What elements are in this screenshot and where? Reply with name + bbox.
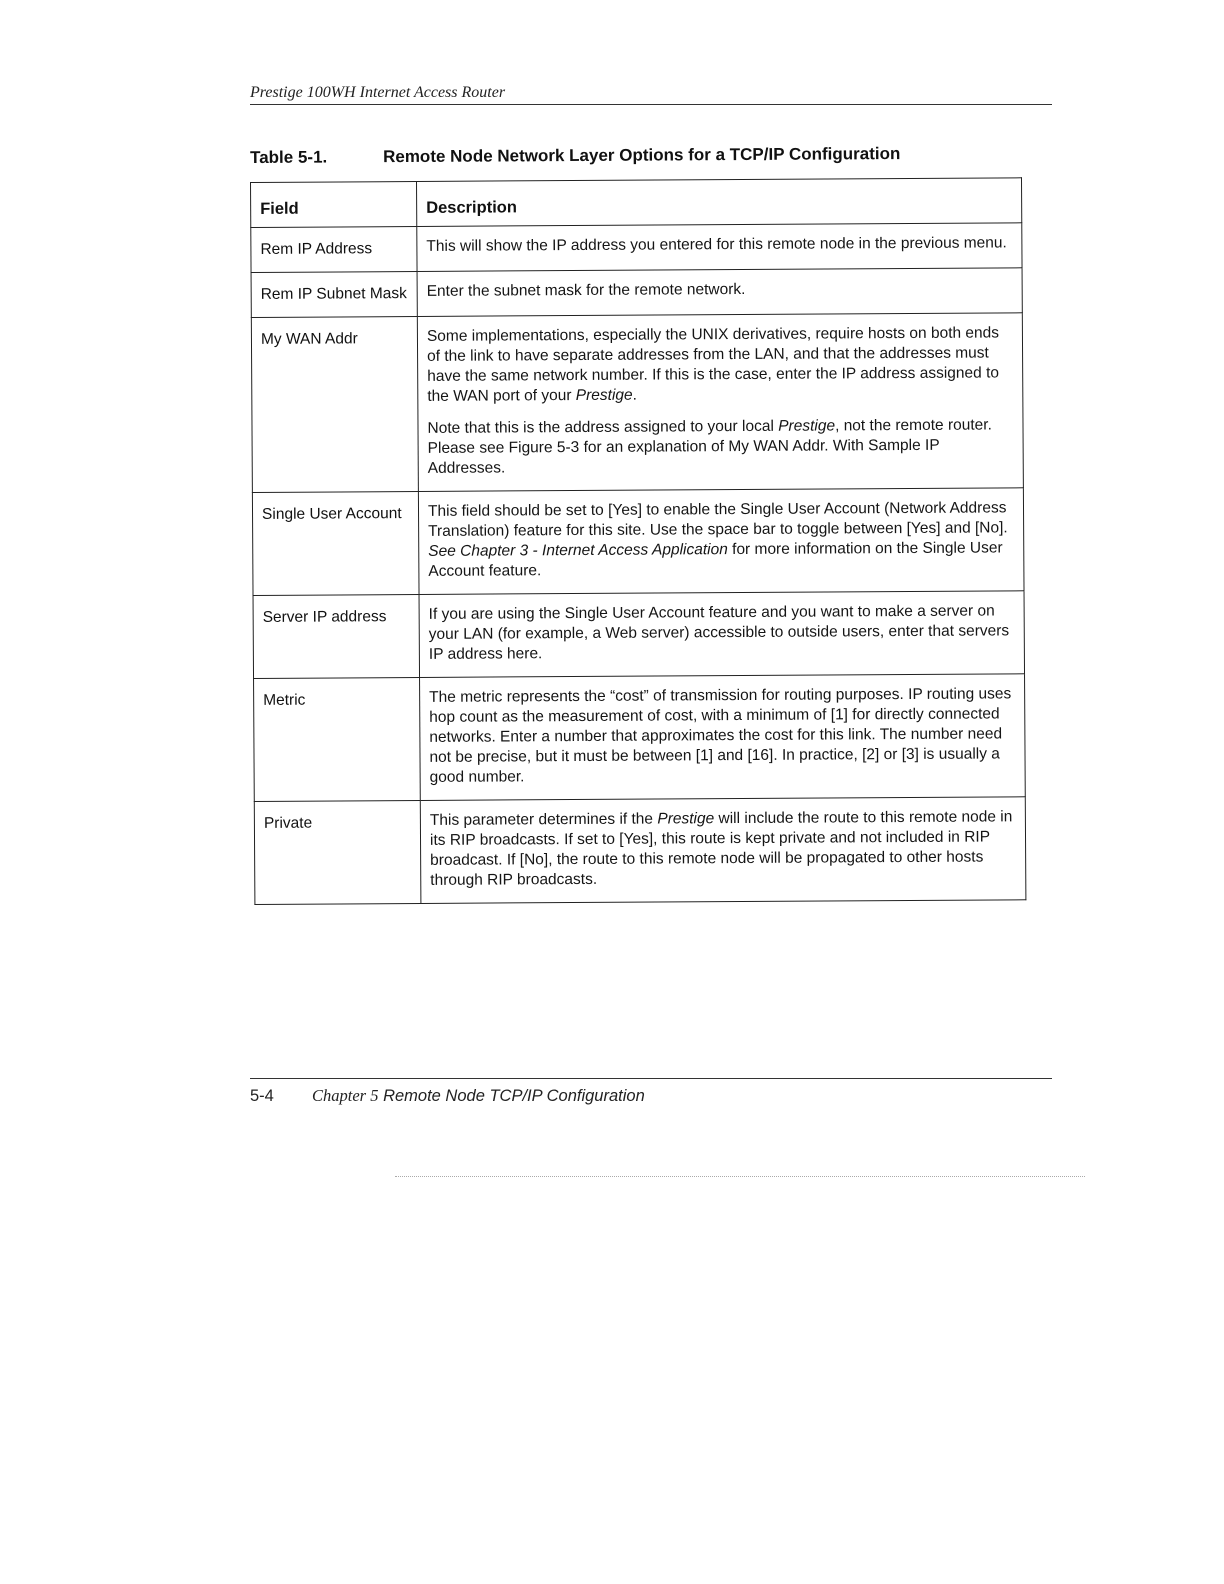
table-row (252, 488, 1024, 596)
description-cell (420, 674, 1026, 801)
description-paragraph (427, 278, 1013, 302)
description-paragraph (427, 323, 1013, 407)
table-row (251, 223, 1022, 273)
description-cell (420, 797, 1026, 904)
table-row (254, 674, 1026, 802)
description-paragraph (426, 233, 1012, 257)
column-header-field: Field (251, 181, 417, 227)
table-body (251, 223, 1026, 905)
table-caption-number: Table 5-1. (250, 147, 328, 167)
chapter-label: Chapter 5 (312, 1086, 379, 1105)
field-name-cell: Rem IP Subnet Mask (251, 271, 417, 317)
field-name-cell: Private (254, 800, 421, 904)
scan-artifact-line (395, 1176, 1085, 1177)
description-text: If you are using the Single User Account feature and you want to make a server on your LAN (for example, a Web server) accessible to outside users, enter that servers IP address here. (428, 602, 1010, 663)
page-footer (250, 1086, 645, 1106)
footer-rule (250, 1078, 1052, 1079)
description-text: . (632, 386, 638, 404)
field-name-cell: My WAN Addr (251, 316, 418, 492)
emphasized-text: Prestige (657, 810, 715, 828)
description-text: Note that this is the address assigned to your local (427, 417, 779, 437)
description-text: will include the route to this remote node in its RIP broadcasts. If set to [Yes], this route is kept private and not included in RIP broadcast. If [No], the route to this remote node will be propagated to other hosts through RIP broadcasts. (429, 808, 1013, 889)
description-paragraph (430, 807, 1016, 891)
running-header: Prestige 100WH Internet Access Router (250, 84, 506, 101)
description-text: , not the remote router. Please see Figure 5-3 for an explanation of My WAN Addr. With Sample IP Addresses. (427, 416, 992, 477)
description-cell (417, 223, 1022, 272)
description-text: Enter the subnet mask for the remote network. (426, 280, 746, 300)
description-paragraph (428, 498, 1014, 582)
table-row (251, 268, 1022, 318)
emphasized-text: Prestige (575, 386, 633, 405)
emphasized-text: Prestige (778, 417, 836, 435)
options-table (250, 177, 1026, 905)
description-cell (417, 313, 1023, 492)
description-cell (419, 591, 1024, 678)
table-caption-title: Remote Node Network Layer Options for a TCP/IP Configuration (382, 144, 901, 167)
description-text: This will show the IP address you entered for this remote node in the previous menu. (426, 234, 1007, 255)
page-number: 5-4 (250, 1087, 274, 1105)
description-text: This parameter determines if the (429, 810, 658, 829)
column-header-description: Description (416, 178, 1021, 227)
field-name-cell: Metric (254, 677, 421, 801)
table-row (253, 591, 1024, 679)
description-text: Some implementations, especially the UNIX derivatives, require hosts on both ends of the link to have separate addresses from the LAN, and that the addresses must have the same network number. If this is the case, enter the IP address assigned to the WAN port of your (426, 324, 1000, 405)
description-paragraph (427, 415, 1013, 479)
field-name-cell: Server IP address (253, 594, 420, 678)
description-paragraph (429, 601, 1015, 665)
table-header-row (251, 178, 1022, 228)
chapter-title: Remote Node TCP/IP Configuration (383, 1087, 645, 1105)
table-caption (250, 143, 1050, 168)
description-cell (418, 488, 1024, 595)
description-text: for more information on the Single User Account feature. (428, 539, 1003, 580)
field-name-cell: Rem IP Address (251, 226, 417, 272)
header-rule (250, 104, 1052, 105)
description-text: The metric represents the “cost” of transmission for routing purposes. IP routing uses hop count as the measurement of cost, with a minimum of [1] for directly connected networks. Enter a number that approximates the cost for this link. The number need not be precise, but it must be between [1] and [16]. In practice, [2] or [3] is usually a good number. (429, 685, 1012, 786)
emphasized-text: See Chapter 3 - Internet Access Application (428, 541, 728, 560)
table-row (251, 313, 1023, 493)
description-cell (417, 268, 1022, 317)
description-paragraph (429, 684, 1016, 788)
table-row (254, 797, 1026, 905)
description-text: This field should be set to [Yes] to enable the Single User Account (Network Address Translation) feature for this site. Use the space bar to toggle between [Yes] and [No]. (427, 499, 1008, 540)
field-name-cell: Single User Account (252, 491, 419, 595)
